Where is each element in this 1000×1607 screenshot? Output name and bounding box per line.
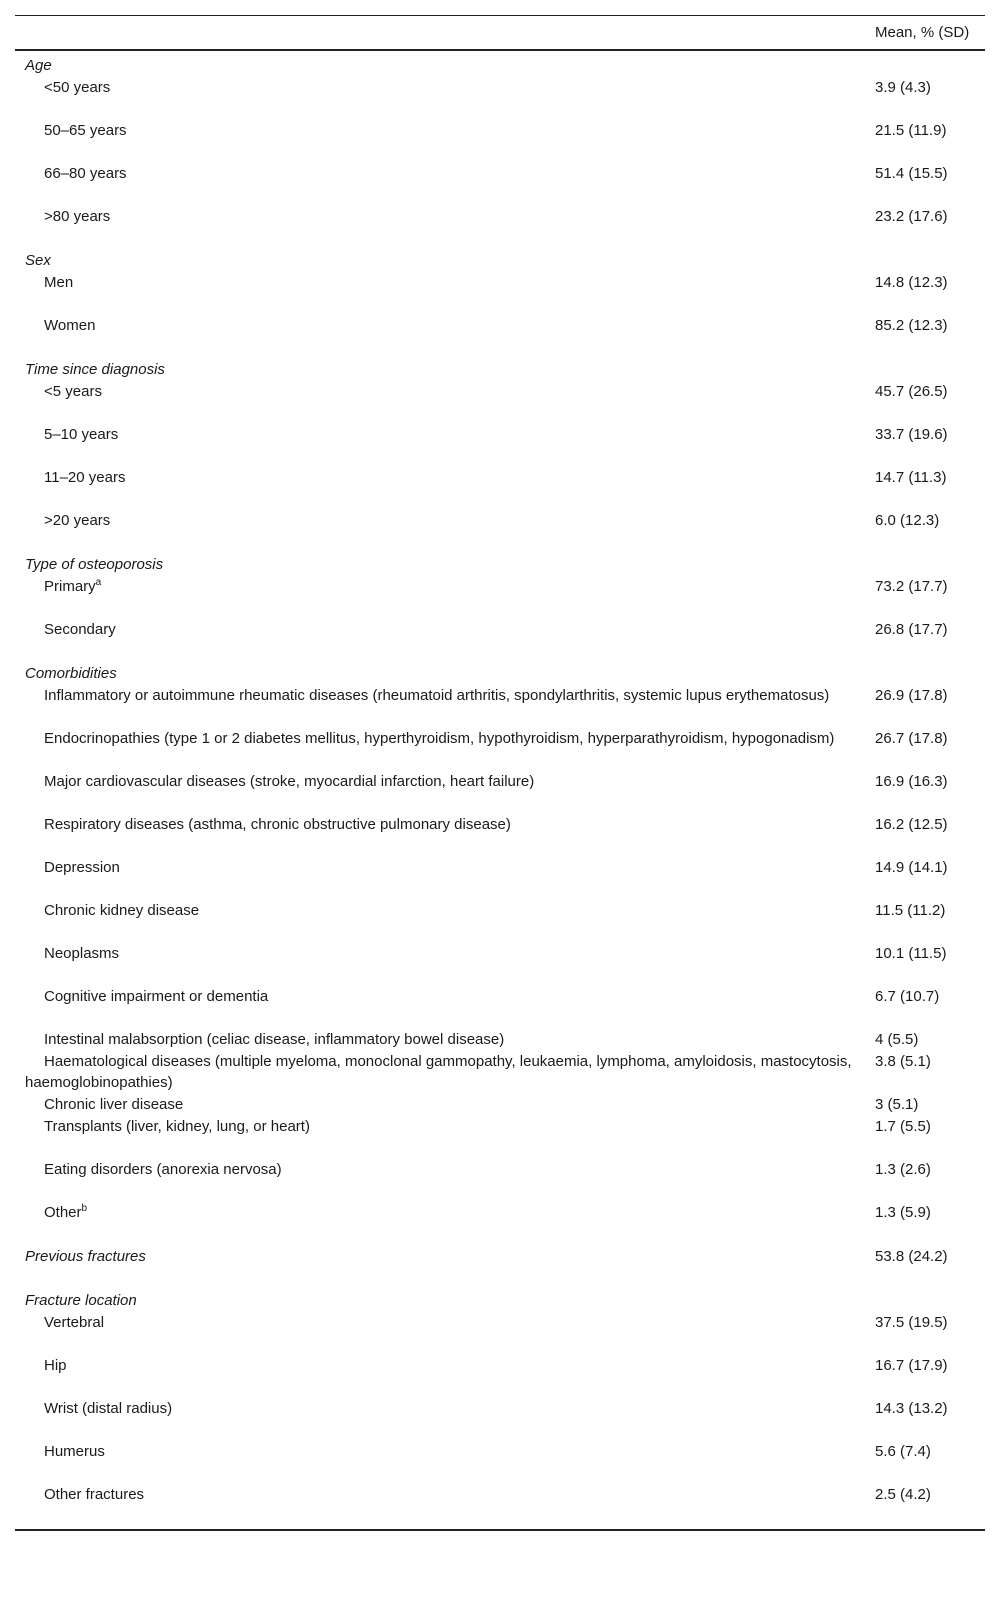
table-section-row (15, 662, 985, 685)
row-value: 26.8 (17.7) (875, 621, 948, 638)
label-text: Hip (44, 1357, 67, 1374)
row-label (15, 685, 865, 706)
table-row (15, 1051, 985, 1094)
table-row (15, 1094, 985, 1116)
table-row (15, 1159, 985, 1202)
table-row (15, 1312, 985, 1355)
table-row (15, 1116, 985, 1159)
row-value: 3.8 (5.1) (875, 1053, 931, 1070)
label-text: Haematological diseases (multiple myeloma, monoclonal gammopathy, leukaemia, lymphoma, amyloidosis, mastocytosis, haemoglobinopathies) (25, 1053, 852, 1091)
row-value: 6.7 (10.7) (875, 988, 940, 1005)
section-label (15, 250, 865, 271)
row-label (15, 424, 865, 445)
row-value: 14.3 (13.2) (875, 1400, 948, 1417)
row-value: 85.2 (12.3) (875, 317, 948, 334)
label-text: Primary (44, 578, 96, 595)
table-row (15, 576, 985, 619)
label-text: Inflammatory or autoimmune rheumatic diseases (rheumatoid arthritis, spondylarthritis, systemic lupus erythematosus) (44, 687, 830, 704)
table-row (15, 900, 985, 943)
row-value: 2.5 (4.2) (875, 1486, 931, 1503)
row-label (15, 315, 865, 336)
label-text: Wrist (distal radius) (44, 1400, 173, 1417)
table-row (15, 1202, 985, 1245)
row-label (15, 943, 865, 964)
label-text: Eating disorders (anorexia nervosa) (44, 1161, 282, 1178)
label-text: 5–10 years (44, 426, 119, 443)
label-text: Sex (25, 252, 51, 269)
row-label (15, 728, 865, 749)
table-row (15, 857, 985, 900)
row-label (15, 1159, 865, 1180)
data-table (15, 15, 985, 1531)
table-row (15, 1398, 985, 1441)
row-value: 3 (5.1) (875, 1096, 919, 1113)
label-text: Major cardiovascular diseases (stroke, myocardial infarction, heart failure) (44, 773, 535, 790)
label-text: <50 years (44, 79, 111, 96)
label-text: Depression (44, 859, 120, 876)
row-value: 37.5 (19.5) (875, 1314, 948, 1331)
label-text: Transplants (liver, kidney, lung, or heart) (44, 1118, 310, 1135)
label-text: Chronic kidney disease (44, 902, 200, 919)
label-text: Age (25, 57, 52, 74)
row-value: 14.7 (11.3) (875, 469, 947, 486)
row-value: 26.9 (17.8) (875, 687, 948, 704)
label-text: Chronic liver disease (44, 1096, 184, 1113)
label-text: Vertebral (44, 1314, 105, 1331)
table-header (15, 16, 985, 49)
table-row (15, 510, 985, 553)
label-text: <5 years (44, 383, 102, 400)
section-label (15, 1246, 865, 1267)
row-label (15, 1202, 865, 1223)
row-label (15, 1116, 865, 1137)
label-text: Secondary (44, 621, 116, 638)
label-text: Men (44, 274, 74, 291)
label-text: Comorbidities (25, 665, 117, 682)
row-label (15, 900, 865, 921)
label-text: Women (44, 317, 96, 334)
row-value: 23.2 (17.6) (875, 208, 948, 225)
table-row (15, 424, 985, 467)
table-section-row (15, 249, 985, 272)
row-label (15, 206, 865, 227)
row-label (15, 1398, 865, 1419)
section-label (15, 359, 865, 380)
table-row (15, 728, 985, 771)
row-value: 1.7 (5.5) (875, 1118, 931, 1135)
section-label (15, 554, 865, 575)
table-row (15, 272, 985, 315)
row-label (15, 814, 865, 835)
label-text: 66–80 years (44, 165, 127, 182)
table-row (15, 943, 985, 986)
row-label (15, 272, 865, 293)
footnote-marker: b (81, 1203, 88, 1214)
footnote-marker: a (95, 577, 102, 588)
label-text: Intestinal malabsorption (celiac disease, inflammatory bowel disease) (44, 1031, 505, 1048)
row-value: 10.1 (11.5) (875, 945, 947, 962)
row-value: 1.3 (5.9) (875, 1204, 931, 1221)
row-label (15, 1029, 865, 1050)
row-label (15, 1355, 865, 1376)
section-label (15, 55, 865, 76)
table-row (15, 1441, 985, 1484)
table-row (15, 986, 985, 1029)
row-value: 45.7 (26.5) (875, 383, 948, 400)
table-bottom-rule (15, 1529, 985, 1531)
row-label (15, 1441, 865, 1462)
table-row (15, 381, 985, 424)
row-label (15, 467, 865, 488)
row-value: 16.9 (16.3) (875, 773, 948, 790)
table-section-row (15, 358, 985, 381)
table-row (15, 771, 985, 814)
table-row (15, 163, 985, 206)
row-value: 11.5 (11.2) (875, 902, 946, 919)
section-label (15, 1290, 865, 1311)
table-body (15, 51, 985, 1527)
label-text: >20 years (44, 512, 111, 529)
row-value: 6.0 (12.3) (875, 512, 940, 529)
row-label (15, 1051, 865, 1093)
row-value: 3.9 (4.3) (875, 79, 931, 96)
row-label (15, 986, 865, 1007)
row-label (15, 576, 865, 597)
row-label (15, 1484, 865, 1505)
table-row (15, 1355, 985, 1398)
label-text: Endocrinopathies (type 1 or 2 diabetes mellitus, hyperthyroidism, hypothyroidism, hyperparathyroidism, hypogonadism) (44, 730, 835, 747)
row-label (15, 163, 865, 184)
table-row (15, 1029, 985, 1051)
row-label (15, 510, 865, 531)
table-row (15, 1484, 985, 1527)
table-row (15, 685, 985, 728)
label-text: Neoplasms (44, 945, 120, 962)
row-label (15, 120, 865, 141)
label-text: >80 years (44, 208, 111, 225)
label-text: Fracture location (25, 1292, 137, 1309)
label-text: Other (44, 1204, 82, 1221)
label-text: Humerus (44, 1443, 105, 1460)
table-row (15, 619, 985, 662)
label-text: 11–20 years (44, 469, 126, 486)
row-value: 16.2 (12.5) (875, 816, 948, 833)
table-row (15, 315, 985, 358)
table-section-row (15, 54, 985, 77)
row-value: 33.7 (19.6) (875, 426, 948, 443)
row-value: 21.5 (11.9) (875, 122, 947, 139)
section-label (15, 663, 865, 684)
label-text: Cognitive impairment or dementia (44, 988, 269, 1005)
row-label (15, 771, 865, 792)
header-label-cell (15, 22, 875, 43)
row-label (15, 857, 865, 878)
label-text: Previous fractures (25, 1248, 146, 1265)
label-text: Other fractures (44, 1486, 145, 1503)
row-label (15, 381, 865, 402)
label-text: Time since diagnosis (25, 361, 165, 378)
table-row (15, 206, 985, 249)
row-label (15, 77, 865, 98)
table-row (15, 467, 985, 510)
table-row (15, 120, 985, 163)
table-row (15, 77, 985, 120)
row-value: 14.8 (12.3) (875, 274, 948, 291)
label-text: 50–65 years (44, 122, 127, 139)
row-value: 16.7 (17.9) (875, 1357, 948, 1374)
row-value: 51.4 (15.5) (875, 165, 948, 182)
row-value: 4 (5.5) (875, 1031, 919, 1048)
header-value-cell: Mean, % (SD) (875, 24, 970, 41)
table-section-row (15, 1289, 985, 1312)
row-value: 26.7 (17.8) (875, 730, 948, 747)
row-value: 5.6 (7.4) (875, 1443, 931, 1460)
row-value: 73.2 (17.7) (875, 578, 948, 595)
table-section-row (15, 553, 985, 576)
row-label (15, 619, 865, 640)
row-label (15, 1094, 865, 1115)
table-row (15, 814, 985, 857)
row-label (15, 1312, 865, 1333)
row-value: 14.9 (14.1) (875, 859, 948, 876)
row-value: 1.3 (2.6) (875, 1161, 931, 1178)
table-section-row (15, 1245, 985, 1289)
row-value: 53.8 (24.2) (875, 1248, 948, 1265)
label-text: Type of osteoporosis (25, 556, 164, 573)
label-text: Respiratory diseases (asthma, chronic obstructive pulmonary disease) (44, 816, 511, 833)
